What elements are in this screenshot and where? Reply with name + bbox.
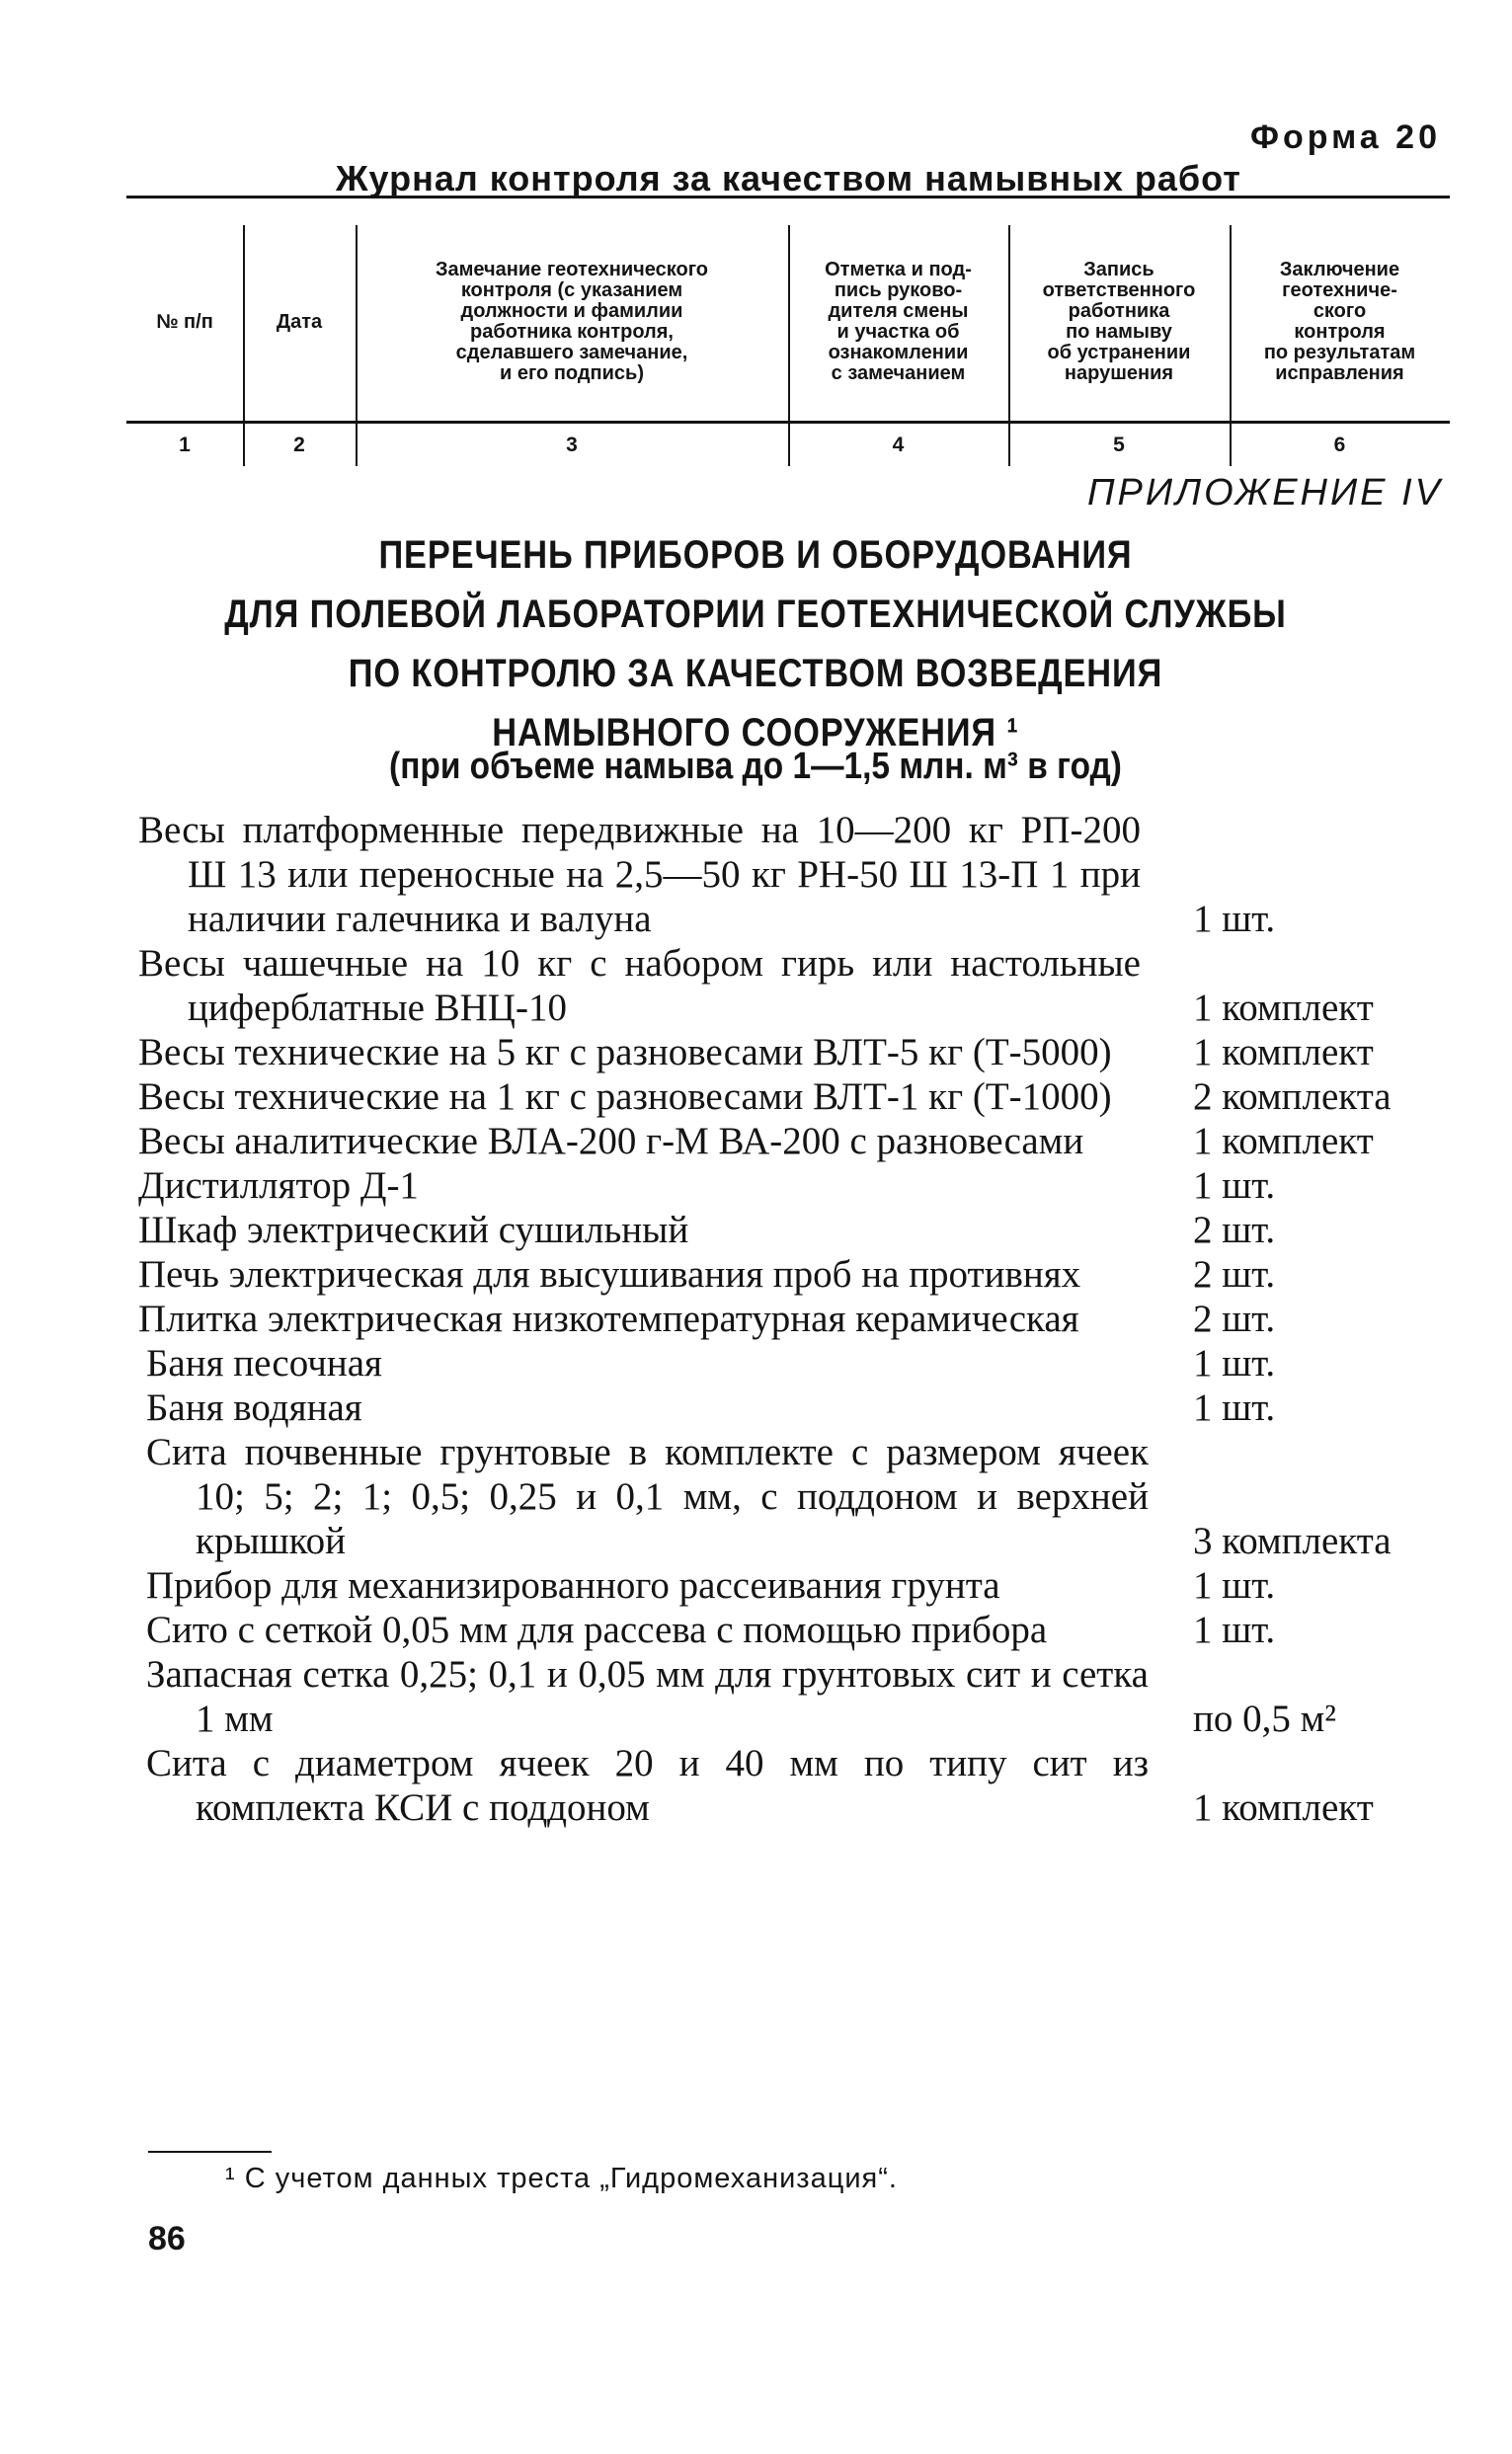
title-line: НАМЫВНОГО СООРУЖЕНИЯ ¹ — [492, 711, 1019, 754]
item-name: Сита почвенные грунтовые в комплекте с размером ячеек 10; 5; 2; 1; 0,5; 0,25 и 0,1 мм, с поддоном и верхней крышкой — [146, 1431, 1149, 1562]
item-quantity: 2 комплекта — [1193, 1075, 1392, 1118]
column-header-date: Дата — [276, 310, 323, 333]
list-item — [138, 1297, 1462, 1341]
page-number: 86 — [148, 2220, 186, 2257]
page-subtitle: (при объеме намыва до 1—1,5 млн. м³ в год) — [389, 746, 1122, 787]
table-top-rule — [126, 196, 1450, 198]
item-quantity: 1 шт. — [1193, 898, 1276, 940]
journal-title: Журнал контроля за качеством намывных работ — [336, 158, 1241, 198]
column-header-remark: Замечание геотехнического контроля (с указанием должности и фамилии работника контроля, сделавшего замечание, и его подпись) — [435, 259, 709, 384]
item-quantity: 1 шт. — [1193, 1342, 1276, 1385]
item-name: Плитка электрическая низкотемпературная керамическая — [138, 1298, 1079, 1340]
item-name: Сито с сеткой 0,05 мм для рассева с помощью прибора — [146, 1609, 1048, 1651]
column-header-acknowledgement: Отметка и под- пись руково- дителя смены и участка об ознакомлении с замечанием — [825, 259, 972, 384]
list-item — [138, 1119, 1462, 1163]
item-name: Сита с диаметром ячеек 20 и 40 мм по типу сит из комплекта КСИ с поддоном — [146, 1742, 1149, 1829]
item-name: Прибор для механизированного рассеивания грунта — [146, 1564, 1000, 1607]
equipment-list — [138, 808, 1462, 1830]
item-name: Печь электрическая для высушивания проб на противнях — [138, 1253, 1081, 1296]
column-number: 3 — [566, 434, 578, 456]
title-line: ПЕРЕЧЕНЬ ПРИБОРОВ И ОБОРУДОВАНИЯ — [378, 533, 1133, 577]
footnote: ¹ С учетом данных треста „Гидромеханизация“. — [225, 2163, 898, 2194]
column-number: 4 — [892, 434, 905, 456]
list-item — [138, 1385, 1462, 1430]
item-quantity: 3 комплекта — [1193, 1520, 1392, 1562]
column-number: 1 — [179, 434, 191, 456]
item-name: Шкаф электрический сушильный — [138, 1209, 689, 1251]
form-label: Форма 20 — [1250, 119, 1441, 156]
footnote-rule — [148, 2151, 272, 2153]
item-name: Весы аналитические ВЛА-200 г-М ВА-200 с разновесами — [138, 1120, 1084, 1162]
title-line: ПО КОНТРОЛЮ ЗА КАЧЕСТВОМ ВОЗВЕДЕНИЯ — [348, 652, 1163, 695]
item-quantity: 2 шт. — [1193, 1298, 1276, 1340]
column-number: 6 — [1333, 434, 1346, 456]
column-header-fix-record: Запись ответственного работника по намыву об устранении нарушения — [1042, 259, 1196, 384]
item-quantity: 1 комплект — [1193, 1120, 1374, 1162]
list-item — [138, 1341, 1462, 1385]
list-item — [138, 941, 1462, 1030]
list-item — [138, 1652, 1462, 1741]
list-item — [138, 1430, 1462, 1563]
item-quantity: 2 шт. — [1193, 1209, 1276, 1251]
item-quantity: 2 шт. — [1193, 1253, 1276, 1296]
list-item — [138, 808, 1462, 941]
item-name: Весы технические на 1 кг с разновесами ВЛТ-1 кг (Т-1000) — [138, 1075, 1112, 1118]
item-name: Дистиллятор Д-1 — [138, 1164, 419, 1207]
column-number: 2 — [293, 434, 305, 456]
list-item — [138, 1030, 1462, 1074]
item-quantity: 1 комплект — [1193, 987, 1374, 1029]
item-name: Запасная сетка 0,25; 0,1 и 0,05 мм для грунтовых сит и сетка 1 мм — [146, 1653, 1149, 1740]
list-item — [138, 1163, 1462, 1208]
list-item — [138, 1608, 1462, 1652]
list-item — [138, 1074, 1462, 1119]
item-name: Баня водяная — [146, 1386, 362, 1429]
page-title — [183, 525, 1329, 762]
list-item — [138, 1741, 1462, 1830]
column-header-conclusion: Заключение геотехниче- ского контроля по результатам исправления — [1263, 259, 1416, 384]
list-item — [138, 1563, 1462, 1608]
column-header-number: № п/п — [156, 310, 213, 333]
item-name: Баня песочная — [146, 1342, 382, 1385]
item-quantity: 1 шт. — [1193, 1564, 1276, 1607]
item-name: Весы технические на 5 кг с разновесами ВЛТ-5 кг (Т-5000) — [138, 1031, 1112, 1073]
appendix-label: ПРИЛОЖЕНИЕ IV — [1086, 472, 1443, 514]
list-item — [138, 1208, 1462, 1252]
item-quantity: 1 шт. — [1193, 1386, 1276, 1429]
item-quantity: по 0,5 м² — [1193, 1698, 1336, 1740]
item-quantity: 1 шт. — [1193, 1609, 1276, 1651]
column-number: 5 — [1113, 434, 1125, 456]
item-name: Весы чашечные на 10 кг с набором гирь или настольные циферблатные ВНЦ-10 — [138, 942, 1141, 1029]
item-quantity: 1 комплект — [1193, 1031, 1374, 1073]
item-name: Весы платформенные передвижные на 10—200 кг РП-200 Ш 13 или переносные на 2,5—50 кг РН-50 Ш 13-П 1 при наличии галечника и валуна — [138, 809, 1141, 940]
item-quantity: 1 комплект — [1193, 1786, 1374, 1829]
list-item — [138, 1252, 1462, 1297]
item-quantity: 1 шт. — [1193, 1164, 1276, 1207]
title-line: ДЛЯ ПОЛЕВОЙ ЛАБОРАТОРИИ ГЕОТЕХНИЧЕСКОЙ СЛУЖБЫ — [224, 593, 1287, 636]
